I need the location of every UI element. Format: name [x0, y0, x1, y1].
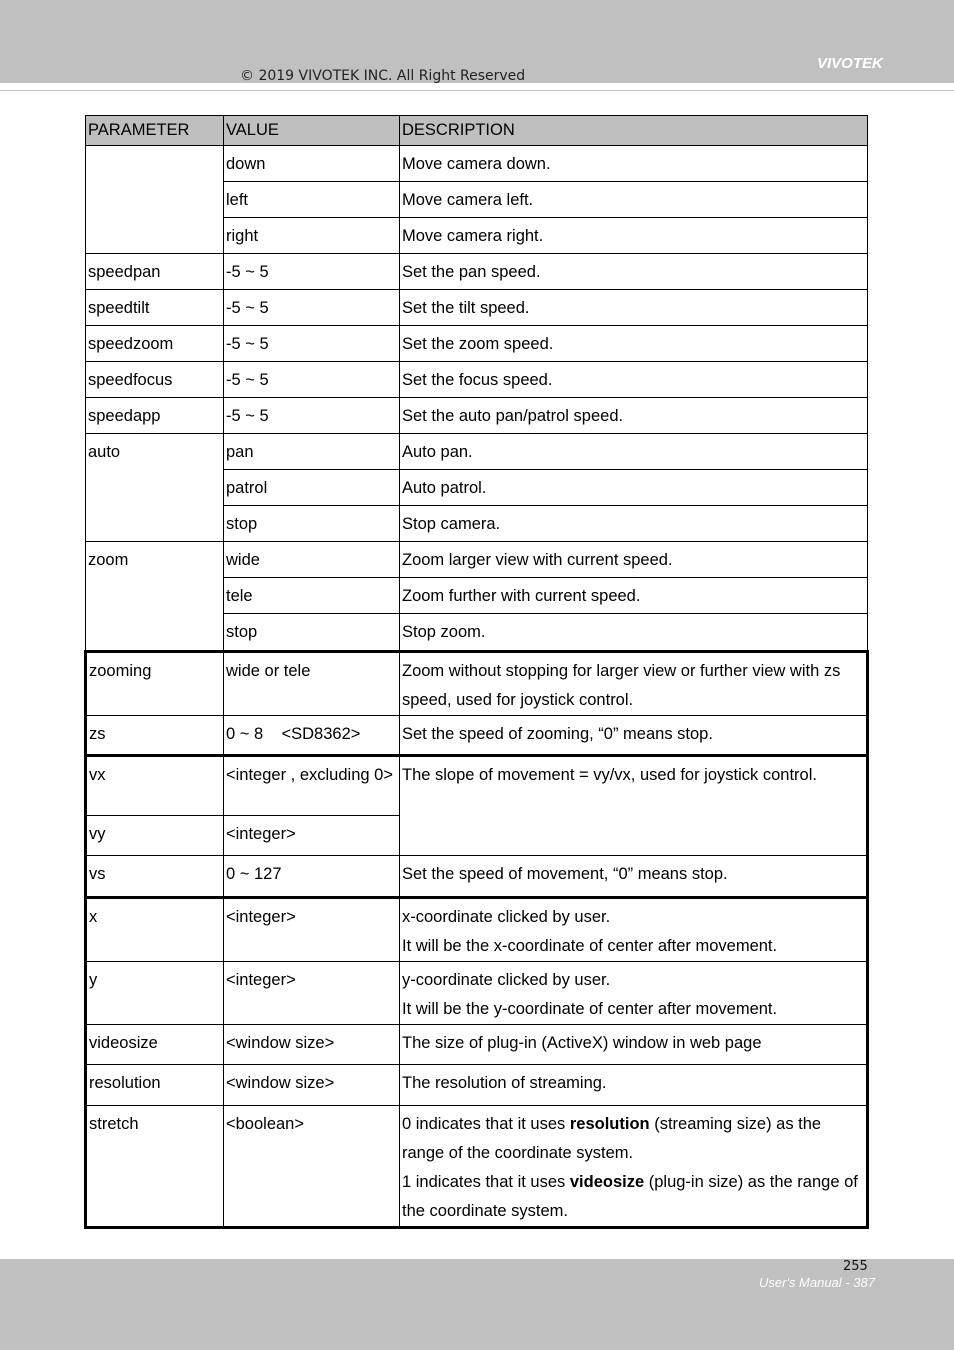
description-line [402, 1168, 864, 1226]
param-cell: speedapp [86, 398, 224, 434]
table-row [86, 290, 868, 326]
description-cell: Stop camera. [400, 506, 868, 542]
table-row [86, 362, 868, 398]
description-cell: The slope of movement = vy/vx, used for joystick control. [400, 756, 868, 856]
column-header-description: DESCRIPTION [400, 116, 868, 146]
description-text: 0 indicates that it uses [402, 1115, 570, 1133]
description-cell: Auto patrol. [400, 470, 868, 506]
description-cell: Set the speed of zooming, “0” means stop. [400, 716, 868, 756]
value-cell: -5 ~ 5 [224, 362, 400, 398]
table-row [86, 434, 868, 470]
description-cell: Set the tilt speed. [400, 290, 868, 326]
value-cell: right [224, 218, 400, 254]
description-cell: Set the focus speed. [400, 362, 868, 398]
header-divider [0, 90, 954, 91]
param-cell: stretch [86, 1106, 224, 1228]
param-cell: x [86, 898, 224, 962]
description-cell: Zoom larger view with current speed. [400, 542, 868, 578]
value-cell: 0 ~ 127 [224, 856, 400, 898]
table-row [86, 898, 868, 962]
param-cell: vs [86, 856, 224, 898]
value-cell: <window size> [224, 1065, 400, 1106]
table-row [86, 716, 868, 756]
description-line: y-coordinate clicked by user. [402, 971, 611, 989]
description-keyword: resolution [569, 1115, 650, 1133]
brand-logo: VIVOTEK [817, 55, 883, 72]
value-cell: -5 ~ 5 [224, 326, 400, 362]
manual-page-label: User's Manual - 387 [759, 1275, 875, 1290]
table-row [86, 856, 868, 898]
table-row [86, 1065, 868, 1106]
description-cell: Move camera down. [400, 146, 868, 182]
param-cell: speedfocus [86, 362, 224, 398]
description-line: It will be the y-coordinate of center after movement. [402, 1000, 778, 1018]
value-cell: 0 ~ 8 <SD8362> [224, 716, 400, 756]
param-cell: y [86, 962, 224, 1025]
param-cell: speedtilt [86, 290, 224, 326]
value-cell: patrol [224, 470, 400, 506]
description-line: x-coordinate clicked by user. [402, 908, 611, 926]
description-cell: Auto pan. [400, 434, 868, 470]
table-row [86, 146, 868, 182]
value-cell: wide or tele [224, 652, 400, 716]
copyright-text: © 2019 VIVOTEK INC. All Right Reserved [240, 68, 526, 84]
table-row [86, 398, 868, 434]
value-cell: wide [224, 542, 400, 578]
description-cell: The size of plug-in (ActiveX) window in web page [400, 1025, 868, 1065]
value-cell: <integer> [224, 962, 400, 1025]
page-footer [0, 1259, 954, 1350]
param-cell: speedzoom [86, 326, 224, 362]
param-cell: zoom [86, 542, 224, 652]
param-cell: speedpan [86, 254, 224, 290]
table-header-row [86, 116, 868, 146]
description-cell: Move camera left. [400, 182, 868, 218]
description-cell: Zoom without stopping for larger view or further view with zs speed, used for joystick control. [400, 652, 868, 716]
param-cell: videosize [86, 1025, 224, 1065]
value-cell: -5 ~ 5 [224, 398, 400, 434]
param-cell: auto [86, 434, 224, 542]
page-number: 255 [843, 1259, 868, 1274]
description-cell: Set the pan speed. [400, 254, 868, 290]
value-cell: pan [224, 434, 400, 470]
description-cell: Stop zoom. [400, 614, 868, 652]
table-row [86, 962, 868, 1025]
value-cell: <integer , excluding 0> [224, 756, 400, 816]
parameter-table [84, 115, 869, 1229]
table-row [86, 1025, 868, 1065]
description-line [402, 1110, 864, 1168]
description-cell: Set the zoom speed. [400, 326, 868, 362]
param-cell-empty [86, 146, 224, 254]
value-cell: -5 ~ 5 [224, 254, 400, 290]
description-cell [400, 962, 868, 1025]
value-cell: -5 ~ 5 [224, 290, 400, 326]
param-cell: resolution [86, 1065, 224, 1106]
description-cell: The resolution of streaming. [400, 1065, 868, 1106]
description-text: (streaming size) as the range of the coordinate system. [402, 1115, 822, 1162]
value-cell: tele [224, 578, 400, 614]
description-cell: Set the auto pan/patrol speed. [400, 398, 868, 434]
description-keyword: videosize [569, 1173, 645, 1191]
table-row [86, 254, 868, 290]
value-cell: <window size> [224, 1025, 400, 1065]
table-row [86, 1106, 868, 1228]
value-cell: <boolean> [224, 1106, 400, 1228]
value-cell: stop [224, 614, 400, 652]
param-cell: zs [86, 716, 224, 756]
column-header-value: VALUE [224, 116, 400, 146]
description-cell: Zoom further with current speed. [400, 578, 868, 614]
value-cell: <integer> [224, 816, 400, 856]
table-row [86, 756, 868, 816]
description-cell [400, 898, 868, 962]
value-cell: <integer> [224, 898, 400, 962]
table-row [86, 542, 868, 578]
description-line: It will be the x-coordinate of center after movement. [402, 937, 778, 955]
value-cell: down [224, 146, 400, 182]
param-cell: vy [86, 816, 224, 856]
param-cell: vx [86, 756, 224, 816]
table-row [86, 652, 868, 716]
value-cell: stop [224, 506, 400, 542]
table-row [86, 326, 868, 362]
description-cell [400, 1106, 868, 1228]
value-cell: left [224, 182, 400, 218]
column-header-parameter: PARAMETER [86, 116, 224, 146]
description-cell: Set the speed of movement, “0” means stop. [400, 856, 868, 898]
param-cell: zooming [86, 652, 224, 716]
description-cell: Move camera right. [400, 218, 868, 254]
description-text: (plug-in size) as the range of the coordinate system. [402, 1173, 858, 1220]
description-text: 1 indicates that it uses [402, 1173, 570, 1191]
